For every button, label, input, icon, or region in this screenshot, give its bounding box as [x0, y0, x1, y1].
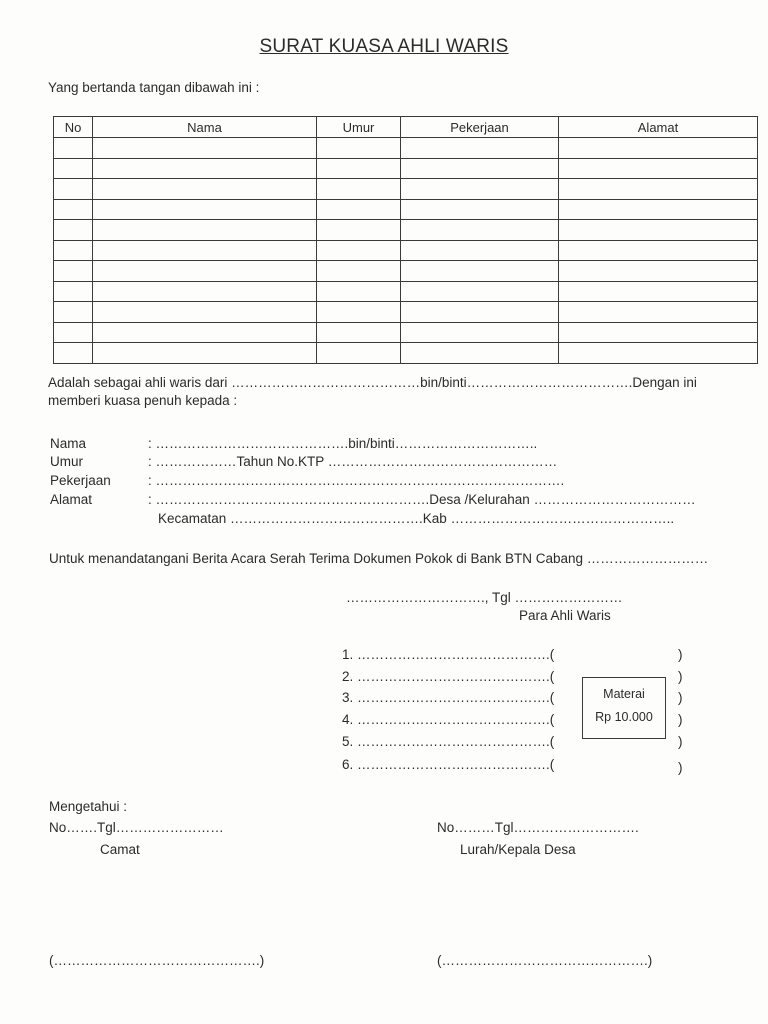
table-cell	[559, 240, 758, 261]
heirs-table	[53, 116, 758, 364]
table-cell	[559, 343, 758, 364]
table-cell	[54, 138, 93, 159]
table-cell	[559, 220, 758, 241]
table-cell	[317, 199, 401, 220]
table-cell	[54, 343, 93, 364]
table-cell	[559, 199, 758, 220]
lurah-ref-line: No………Tgl……………………….	[437, 820, 639, 835]
table-cell	[401, 158, 559, 179]
heir-of-line: Adalah sebagai ahli waris dari ……………………………………bin/binti……………………………….Dengan ini	[48, 375, 697, 390]
table-cell	[93, 220, 317, 241]
table-cell	[559, 322, 758, 343]
label-umur: Umur	[50, 454, 83, 469]
label-nama: Nama	[50, 436, 87, 451]
materai-stamp-box	[582, 677, 666, 739]
table-cell	[401, 261, 559, 282]
materai-value: Rp 10.000	[595, 710, 653, 724]
table-cell	[54, 322, 93, 343]
table-cell	[93, 343, 317, 364]
table-cell	[54, 261, 93, 282]
lurah-name-line: (……………………………………….)	[437, 953, 653, 968]
table-cell	[93, 240, 317, 261]
power-line: memberi kuasa penuh kepada :	[48, 393, 238, 408]
table-cell	[401, 281, 559, 302]
column-header-pekerjaan: Pekerjaan	[401, 117, 559, 138]
close-paren-2: )	[678, 669, 683, 684]
table-cell	[317, 343, 401, 364]
table-cell	[93, 158, 317, 179]
table-cell	[559, 302, 758, 323]
camat-name-line: (……………………………………….)	[49, 953, 265, 968]
table-cell	[93, 281, 317, 302]
table-cell	[559, 281, 758, 302]
label-pekerjaan: Pekerjaan	[50, 473, 111, 488]
table-cell	[317, 240, 401, 261]
table-cell	[93, 302, 317, 323]
table-cell	[401, 179, 559, 200]
table-cell	[401, 302, 559, 323]
signature-line-1: 1. …………………………………….(	[342, 647, 555, 662]
table-cell	[317, 302, 401, 323]
close-paren-4: )	[678, 712, 683, 727]
table-cell	[54, 240, 93, 261]
table-cell	[317, 220, 401, 241]
table-cell	[401, 220, 559, 241]
table-row	[54, 138, 758, 159]
table-row	[54, 179, 758, 200]
camat-label: Camat	[100, 842, 140, 857]
mengetahui-label: Mengetahui :	[49, 799, 128, 814]
table-cell	[559, 158, 758, 179]
table-cell	[54, 220, 93, 241]
signature-line-6: 6. …………………………………….(	[342, 757, 555, 772]
table-cell	[317, 281, 401, 302]
table-row	[54, 220, 758, 241]
purpose-text: Untuk menandatangani Berita Acara Serah Terima Dokumen Pokok di Bank BTN Cabang ………………………	[49, 551, 709, 566]
label-alamat: Alamat	[50, 492, 93, 507]
signature-line-2: 2. …………………………………….(	[342, 669, 555, 684]
table-cell	[93, 199, 317, 220]
table-cell	[401, 240, 559, 261]
camat-ref-line: No…….Tgl……………………	[49, 820, 224, 835]
field-umur: : ………………Tahun No.KTP ……………………………………………	[148, 454, 558, 469]
document-title: SURAT KUASA AHLI WARIS	[259, 36, 509, 57]
lurah-label: Lurah/Kepala Desa	[460, 842, 576, 857]
table-cell	[54, 158, 93, 179]
column-header-nama: Nama	[93, 117, 317, 138]
signature-line-4: 4. …………………………………….(	[342, 712, 555, 727]
heirs-table-body	[54, 138, 758, 364]
column-header-no: No	[54, 117, 93, 138]
field-pekerjaan: : ……………………………………………………………………………….	[148, 473, 565, 488]
column-header-umur: Umur	[317, 117, 401, 138]
table-cell	[401, 138, 559, 159]
place-date-line: …………………………., Tgl ……………………	[346, 590, 623, 605]
table-row	[54, 240, 758, 261]
table-row	[54, 322, 758, 343]
table-row	[54, 261, 758, 282]
column-header-alamat: Alamat	[559, 117, 758, 138]
close-paren-5: )	[678, 734, 683, 749]
signature-line-5: 5. …………………………………….(	[342, 734, 555, 749]
field-nama: : …………………………………….bin/binti…………………………..	[148, 436, 538, 451]
table-cell	[317, 179, 401, 200]
signature-line-3: 3. …………………………………….(	[342, 690, 555, 705]
table-cell	[401, 199, 559, 220]
table-cell	[317, 322, 401, 343]
table-cell	[54, 302, 93, 323]
materai-label: Materai	[603, 687, 645, 701]
table-cell	[401, 322, 559, 343]
table-cell	[93, 261, 317, 282]
table-cell	[559, 261, 758, 282]
table-cell	[93, 179, 317, 200]
table-cell	[317, 158, 401, 179]
table-cell	[93, 138, 317, 159]
table-cell	[54, 281, 93, 302]
close-paren-1: )	[678, 647, 683, 662]
table-row	[54, 302, 758, 323]
para-ahli-waris-label: Para Ahli Waris	[519, 608, 611, 623]
table-row	[54, 343, 758, 364]
close-paren-6: )	[678, 760, 683, 775]
table-cell	[93, 322, 317, 343]
intro-text: Yang bertanda tangan dibawah ini :	[48, 80, 260, 95]
table-cell	[317, 138, 401, 159]
table-row	[54, 199, 758, 220]
field-alamat: : …………………………………………………….Desa /Kelurahan ………………………………	[148, 492, 696, 507]
table-cell	[54, 199, 93, 220]
table-cell	[54, 179, 93, 200]
table-cell	[401, 343, 559, 364]
table-cell	[317, 261, 401, 282]
table-cell	[559, 138, 758, 159]
close-paren-3: )	[678, 690, 683, 705]
table-row	[54, 281, 758, 302]
table-header-row	[54, 117, 758, 138]
table-row	[54, 158, 758, 179]
table-cell	[559, 179, 758, 200]
field-kecamatan: Kecamatan …………………………………….Kab …………………………………………..	[158, 511, 675, 526]
